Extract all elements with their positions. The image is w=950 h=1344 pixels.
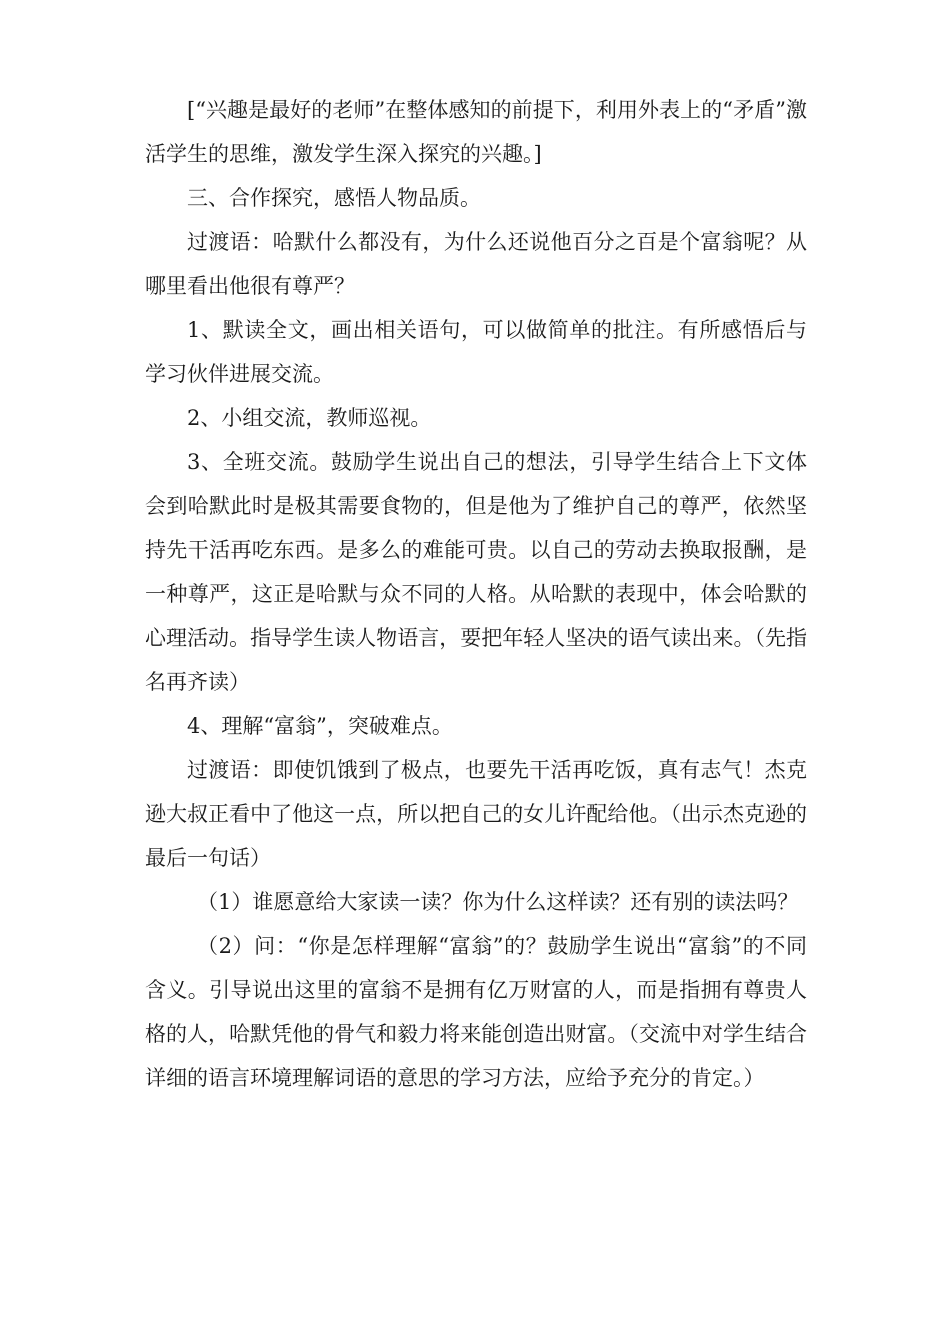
paragraph-sub-1: （1）谁愿意给大家读一读？你为什么这样读？还有别的读法吗？ [197,890,799,914]
document-body [145,88,807,1100]
paragraph-interest-note: [“兴趣是最好的老师”在整体感知的前提下，利用外表上的“矛盾”激活学生的思维，激发学生深入探究的兴趣。] [145,98,807,166]
paragraph-transition-2: 过渡语：即使饥饿到了极点，也要先干活再吃饭，真有志气！杰克逊大叔正看中了他这一点，所以把自己的女儿许配给他。（出示杰克逊的最后一句话） [145,758,807,870]
paragraph-sub-2: （2）问：“你是怎样理解“富翁”的？鼓励学生说出“富翁”的不同含义。引导说出这里的富翁不是拥有亿万财富的人，而是指拥有尊贵人格的人，哈默凭他的骨气和毅力将来能创造出财富。（交流中对学生结合详细的语言环境理解词语的意思的学习方法，应给予充分的肯定。） [145,934,807,1090]
paragraph-transition-1: 过渡语：哈默什么都没有，为什么还说他百分之百是个富翁呢？从哪里看出他很有尊严？ [145,230,807,298]
paragraph-step-2: 2、小组交流，教师巡视。 [187,406,432,430]
paragraph-step-1: 1、默读全文，画出相关语句，可以做简单的批注。有所感悟后与学习伙伴进展交流。 [145,318,807,386]
paragraph-step-3: 3、全班交流。鼓励学生说出自己的想法，引导学生结合上下文体会到哈默此时是极其需要食物的，但是他为了维护自己的尊严，依然坚持先干活再吃东西。是多么的难能可贵。以自己的劳动去换取报酬，是一种尊严，这正是哈默与众不同的人格。从哈默的表现中，体会哈默的心理活动。指导学生读人物语言，要把年轻人坚决的语气读出来。（先指名再齐读） [145,450,807,694]
paragraph-step-4: 4、理解“富翁”，突破难点。 [187,714,453,738]
section-heading-cooperative-inquiry: 三、合作探究，感悟人物品质。 [187,186,481,210]
